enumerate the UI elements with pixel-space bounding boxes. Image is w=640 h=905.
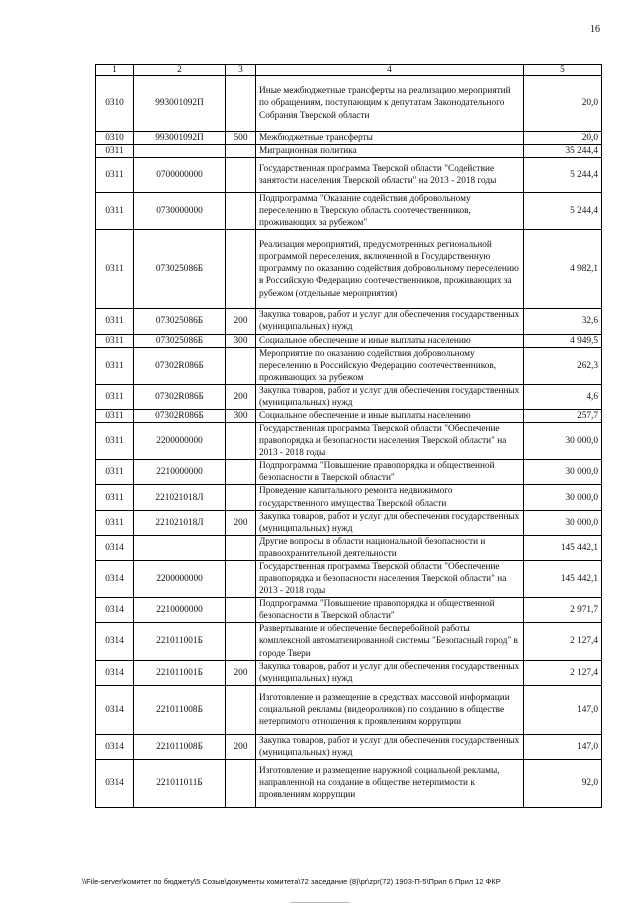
budget-table [95,64,602,808]
description-cell: Другие вопросы в области национальной безопасности и правоохранительной деятельности [256,535,524,560]
table-row [96,410,602,423]
table-row [96,623,602,660]
description-cell: Изготовление и размещение в средствах массовой информации социальной рекламы (видеороликов) по созданию в обществе нетерпимого отношения к проявлениям коррупции [256,685,524,734]
header-col-4: 4 [256,65,524,76]
target-article-cell: 0730000000 [134,193,226,230]
description-cell: Иные межбюджетные трансферты на реализацию мероприятий по обращениям, поступающим к депутатам Законодательного Собрания Тверской области [256,76,524,132]
table-row [96,685,602,734]
amount-cell: 147,0 [524,685,602,734]
section-code-cell: 0311 [96,460,134,485]
section-code-cell: 0311 [96,510,134,535]
page-number: 16 [590,24,600,35]
expense-type-cell: 500 [226,132,256,145]
section-code-cell: 0311 [96,158,134,193]
expense-type-cell [226,560,256,597]
section-code-cell: 0311 [96,309,134,334]
section-code-cell: 0311 [96,334,134,347]
section-code-cell: 0314 [96,535,134,560]
section-code-cell: 0310 [96,76,134,132]
section-code-cell: 0314 [96,734,134,759]
table-row [96,734,602,759]
amount-cell: 5 244,4 [524,193,602,230]
description-cell: Развертывание и обеспечение бесперебойной работы комплексной автоматизированной системы "Безопасный город" в городе Твери [256,623,524,660]
amount-cell: 4 949,5 [524,334,602,347]
amount-cell: 30 000,0 [524,485,602,510]
expense-type-cell [226,598,256,623]
amount-cell: 5 244,4 [524,158,602,193]
amount-cell: 257,7 [524,410,602,423]
target-article-cell: 07302R086Б [134,410,226,423]
section-code-cell: 0311 [96,193,134,230]
amount-cell: 32,6 [524,309,602,334]
target-article-cell: 221011001Б [134,660,226,685]
expense-type-cell: 200 [226,384,256,409]
target-article-cell: 073025086Б [134,230,226,309]
table-row [96,560,602,597]
table-row [96,460,602,485]
description-cell: Социальное обеспечение и иные выплаты населению [256,334,524,347]
target-article-cell: 221011001Б [134,623,226,660]
table-row [96,309,602,334]
section-code-cell: 0311 [96,384,134,409]
table-body [96,76,602,808]
expense-type-cell: 300 [226,410,256,423]
section-code-cell: 0311 [96,145,134,158]
amount-cell: 20,0 [524,76,602,132]
description-cell: Государственная программа Тверской области "Обеспечение правопорядка и безопасности населения Тверской области" на 2013 - 2018 годы [256,423,524,460]
expense-type-cell [226,193,256,230]
table-row [96,598,602,623]
description-cell: Государственная программа Тверской области "Обеспечение правопорядка и безопасности населения Тверской области" на 2013 - 2018 годы [256,560,524,597]
amount-cell: 30 000,0 [524,460,602,485]
expense-type-cell [226,423,256,460]
table-row [96,132,602,145]
table-row [96,535,602,560]
file-path-footer: \\File-server\комитет по бюджету\5 Созыв\документы комитета\72 заседание (8)\pr\zpr(72) 1903-П-5\Прил 6 Прил 12 ФКР [82,877,501,886]
description-cell: Закупка товаров, работ и услуг для обеспечения государственных (муниципальных) нужд [256,384,524,409]
section-code-cell: 0311 [96,423,134,460]
expense-type-cell [226,230,256,309]
amount-cell: 30 000,0 [524,423,602,460]
amount-cell: 30 000,0 [524,510,602,535]
table-row [96,334,602,347]
table-row [96,384,602,409]
target-article-cell: 221021018Л [134,485,226,510]
amount-cell: 20,0 [524,132,602,145]
expense-type-cell [226,76,256,132]
expense-type-cell [226,347,256,384]
target-article-cell: 2210000000 [134,460,226,485]
amount-cell: 35 244,4 [524,145,602,158]
table-row [96,485,602,510]
amount-cell: 4 982,1 [524,230,602,309]
section-code-cell: 0310 [96,132,134,145]
description-cell: Подпрограмма "Оказание содействия добровольному переселению в Тверскую область соотечественников, проживающих за рубежом" [256,193,524,230]
section-code-cell: 0311 [96,410,134,423]
section-code-cell: 0311 [96,230,134,309]
section-code-cell: 0311 [96,347,134,384]
table-row [96,193,602,230]
expense-type-cell [226,535,256,560]
expense-type-cell: 200 [226,660,256,685]
expense-type-cell [226,685,256,734]
description-cell: Подпрограмма "Повышение правопорядка и общественной безопасности в Тверской области" [256,460,524,485]
target-article-cell: 2200000000 [134,423,226,460]
description-cell: Закупка товаров, работ и услуг для обеспечения государственных (муниципальных) нужд [256,734,524,759]
target-article-cell: 073025086Б [134,334,226,347]
table-row [96,145,602,158]
amount-cell: 2 971,7 [524,598,602,623]
target-article-cell: 221021018Л [134,510,226,535]
expense-type-cell: 200 [226,510,256,535]
target-article-cell: 073025086Б [134,309,226,334]
header-col-5: 5 [524,65,602,76]
description-cell: Закупка товаров, работ и услуг для обеспечения государственных (муниципальных) нужд [256,309,524,334]
table-row [96,660,602,685]
header-col-2: 2 [134,65,226,76]
target-article-cell: 07302R086Б [134,347,226,384]
target-article-cell [134,535,226,560]
section-code-cell: 0314 [96,598,134,623]
section-code-cell: 0314 [96,759,134,807]
table-row [96,347,602,384]
header-col-3: 3 [226,65,256,76]
target-article-cell: 221011008Б [134,734,226,759]
target-article-cell [134,145,226,158]
amount-cell: 145 442,1 [524,560,602,597]
target-article-cell: 2200000000 [134,560,226,597]
description-cell: Государственная программа Тверской области "Содействие занятости населения Тверской области" на 2013 - 2018 годы [256,158,524,193]
amount-cell: 2 127,4 [524,623,602,660]
table-row [96,759,602,807]
target-article-cell: 993001092П [134,76,226,132]
amount-cell: 145 442,1 [524,535,602,560]
description-cell: Подпрограмма "Повышение правопорядка и общественной безопасности в Тверской области" [256,598,524,623]
expense-type-cell: 200 [226,309,256,334]
description-cell: Мероприятие по оказанию содействия добровольному переселению в Российскую Федерацию соотечественников, проживающих за рубежом [256,347,524,384]
target-article-cell: 993001092П [134,132,226,145]
amount-cell: 147,0 [524,734,602,759]
target-article-cell: 221011008Б [134,685,226,734]
table-row [96,510,602,535]
section-code-cell: 0314 [96,560,134,597]
expense-type-cell [226,145,256,158]
header-row [96,65,602,76]
target-article-cell: 07302R086Б [134,384,226,409]
table-row [96,158,602,193]
description-cell: Закупка товаров, работ и услуг для обеспечения государственных (муниципальных) нужд [256,660,524,685]
expense-type-cell [226,460,256,485]
amount-cell: 4,6 [524,384,602,409]
table-row [96,230,602,309]
amount-cell: 92,0 [524,759,602,807]
expense-type-cell: 300 [226,334,256,347]
section-code-cell: 0314 [96,660,134,685]
table-row [96,76,602,132]
expense-type-cell: 200 [226,734,256,759]
expense-type-cell [226,485,256,510]
description-cell: Закупка товаров, работ и услуг для обеспечения государственных (муниципальных) нужд [256,510,524,535]
target-article-cell: 2210000000 [134,598,226,623]
target-article-cell: 0700000000 [134,158,226,193]
description-cell: Реализация мероприятий, предусмотренных региональной программой переселения, включенной в Государственную программу по оказанию содействия добровольному переселению в Российскую Федерацию соотечественников, проживающих за рубежом (отдельные мероприятия) [256,230,524,309]
description-cell: Проведение капитального ремонта недвижимого государственного имущества Тверской области [256,485,524,510]
expense-type-cell [226,623,256,660]
scan-mark [290,902,350,903]
section-code-cell: 0314 [96,685,134,734]
amount-cell: 262,3 [524,347,602,384]
description-cell: Социальное обеспечение и иные выплаты населению [256,410,524,423]
target-article-cell: 221011011Б [134,759,226,807]
description-cell: Межбюджетные трансферты [256,132,524,145]
header-col-1: 1 [96,65,134,76]
table-row [96,423,602,460]
section-code-cell: 0311 [96,485,134,510]
amount-cell: 2 127,4 [524,660,602,685]
expense-type-cell [226,759,256,807]
expense-type-cell [226,158,256,193]
description-cell: Миграционная политика [256,145,524,158]
description-cell: Изготовление и размещение наружной социальной рекламы, направленной на создание в обществе нетерпимости к проявлениям коррупции [256,759,524,807]
section-code-cell: 0314 [96,623,134,660]
